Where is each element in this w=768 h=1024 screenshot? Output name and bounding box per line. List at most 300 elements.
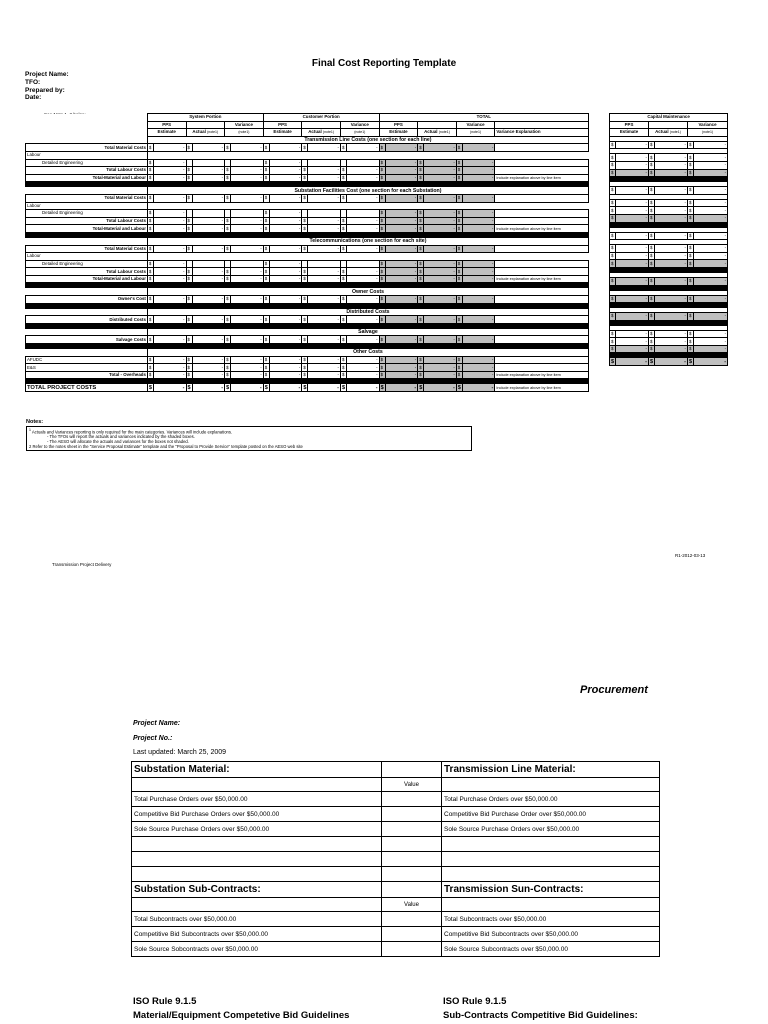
amount-cell[interactable]: - (269, 159, 302, 167)
header-row-3 (26, 129, 589, 137)
empty-cell[interactable] (347, 260, 380, 268)
amount-cell[interactable]: - (231, 371, 264, 379)
amount-cell[interactable]: - (192, 384, 225, 392)
amount-cell[interactable]: - (154, 275, 187, 283)
empty-cell[interactable] (192, 159, 225, 167)
dollar-sign: $ (649, 345, 655, 353)
dollar-sign: $ (186, 296, 192, 304)
amount-cell[interactable]: - (462, 260, 495, 268)
empty-cell[interactable] (308, 210, 341, 218)
amount-cell[interactable]: - (154, 364, 187, 372)
empty-cell (424, 151, 457, 159)
amount-cell[interactable]: - (462, 316, 495, 324)
dollar-sign: $ (649, 141, 655, 149)
row-label: Total Material Costs (26, 194, 148, 202)
empty-cell (424, 253, 457, 261)
empty-cell[interactable] (347, 159, 380, 167)
explanation-cell[interactable] (495, 194, 589, 202)
amount-cell[interactable]: - (616, 338, 649, 346)
amount-cell[interactable]: - (385, 364, 418, 372)
amount-cell[interactable]: - (424, 225, 457, 233)
note-2-text: Refer to the notes sheet in the "Service Proposal Estimate" template and the "Proposal to Provide Service" template posted on the AESO web site (32, 444, 303, 450)
amount-cell[interactable]: - (385, 167, 418, 175)
amount-cell[interactable]: - (308, 174, 341, 182)
amount-cell[interactable]: - (347, 225, 380, 233)
amount-cell[interactable]: - (694, 295, 728, 303)
amount-cell[interactable]: - (154, 210, 187, 218)
explanation-cell[interactable] (495, 144, 589, 152)
note-1-text: Actuals and Variances reporting is only required for the main categories. Variances will include explanations. (31, 429, 233, 435)
amount-cell[interactable]: - (385, 174, 418, 182)
amount-cell[interactable]: - (269, 316, 302, 324)
amount-cell[interactable]: - (694, 187, 728, 195)
amount-cell[interactable]: - (154, 296, 187, 304)
amount-cell[interactable]: - (154, 316, 187, 324)
amount-cell[interactable]: - (231, 336, 264, 344)
amount-cell[interactable]: - (462, 159, 495, 167)
amount-cell[interactable]: - (655, 141, 688, 149)
amount-cell[interactable]: - (154, 356, 187, 364)
value-cell[interactable] (382, 927, 442, 942)
dollar-sign: $ (147, 296, 153, 304)
amount-cell[interactable]: - (269, 210, 302, 218)
amount-cell[interactable]: - (154, 245, 187, 253)
amount-cell[interactable]: - (231, 384, 264, 392)
amount-cell[interactable]: - (385, 275, 418, 283)
amount-cell[interactable]: - (192, 371, 225, 379)
value-cell[interactable] (382, 807, 442, 822)
amount-cell[interactable]: - (231, 296, 264, 304)
amount-cell[interactable]: - (424, 210, 457, 218)
amount-cell[interactable]: - (385, 316, 418, 324)
dollar-sign: $ (147, 371, 153, 379)
amount-cell[interactable]: - (616, 187, 649, 195)
amount-cell[interactable]: - (385, 371, 418, 379)
empty-cell[interactable] (192, 210, 225, 218)
amount-cell[interactable]: - (655, 338, 688, 346)
amount-cell[interactable]: - (616, 199, 649, 207)
amount-cell[interactable]: - (462, 336, 495, 344)
amount-cell[interactable]: - (347, 217, 380, 225)
amount-cell[interactable]: - (385, 210, 418, 218)
dollar-sign: $ (186, 336, 192, 344)
proc-header-row (132, 762, 660, 778)
amount-cell[interactable]: - (462, 245, 495, 253)
amount-cell[interactable]: - (347, 336, 380, 344)
amount-cell[interactable]: - (231, 194, 264, 202)
amount-cell[interactable]: - (616, 345, 649, 353)
amount-cell[interactable]: - (192, 144, 225, 152)
value-cell[interactable] (382, 942, 442, 957)
amount-cell[interactable]: - (385, 336, 418, 344)
amount-cell[interactable]: - (424, 296, 457, 304)
amount-cell[interactable]: - (462, 371, 495, 379)
amount-cell[interactable]: - (347, 268, 380, 276)
row-label: Total Material Costs (26, 144, 148, 152)
amount-cell[interactable]: - (694, 260, 728, 268)
amount-cell[interactable]: - (269, 364, 302, 372)
amount-cell[interactable]: - (154, 194, 187, 202)
amount-cell[interactable]: - (655, 232, 688, 240)
table-row (132, 912, 660, 927)
amount-cell[interactable]: - (462, 194, 495, 202)
amount-cell[interactable]: - (308, 194, 341, 202)
amount-cell[interactable]: - (192, 316, 225, 324)
amount-cell[interactable]: - (616, 260, 649, 268)
explanation-cell[interactable] (495, 167, 589, 175)
explanation-cell[interactable]: Include explanation above by line item (495, 174, 589, 182)
amount-cell[interactable]: - (694, 214, 728, 222)
amount-cell[interactable]: - (154, 268, 187, 276)
amount-cell[interactable]: - (347, 371, 380, 379)
amount-cell[interactable]: - (424, 260, 457, 268)
amount-cell[interactable]: - (694, 141, 728, 149)
amount-cell[interactable]: - (616, 330, 649, 338)
amount-cell[interactable]: - (385, 159, 418, 167)
amount-cell[interactable]: - (694, 245, 728, 253)
amount-cell[interactable]: - (231, 167, 264, 175)
note1-label: (note1) (470, 130, 482, 135)
sub-total-po: Total Purchase Orders over $50,000.00 (132, 792, 382, 807)
explanation-cell[interactable] (495, 260, 589, 268)
amount-cell[interactable]: - (385, 225, 418, 233)
explanation-cell[interactable]: Include explanation above by line item (495, 275, 589, 283)
amount-cell[interactable]: - (655, 187, 688, 195)
amount-cell[interactable]: - (308, 225, 341, 233)
amount-cell[interactable]: - (154, 260, 187, 268)
amount-cell[interactable]: - (231, 225, 264, 233)
amount-cell[interactable]: - (308, 336, 341, 344)
amount-cell[interactable]: - (231, 316, 264, 324)
dollar-sign: $ (688, 277, 694, 285)
amount-cell[interactable]: - (347, 364, 380, 372)
amount-cell[interactable]: - (308, 356, 341, 364)
amount-cell[interactable]: - (462, 275, 495, 283)
amount-cell[interactable]: - (462, 364, 495, 372)
amount-cell[interactable]: - (154, 384, 187, 392)
amount-cell[interactable]: - (231, 174, 264, 182)
explanation-cell[interactable]: Include explanation above by line item (495, 384, 589, 392)
amount-cell[interactable]: - (616, 252, 649, 260)
amount-cell[interactable]: - (231, 217, 264, 225)
amount-cell[interactable]: - (694, 232, 728, 240)
amount-cell[interactable]: - (192, 167, 225, 175)
amount-cell[interactable]: - (616, 232, 649, 240)
amount-cell[interactable]: - (424, 356, 457, 364)
amount-cell[interactable]: - (424, 144, 457, 152)
procurement-title: Procurement (580, 684, 648, 696)
amount-cell[interactable]: - (192, 268, 225, 276)
amount-cell[interactable]: - (462, 210, 495, 218)
amount-cell[interactable]: - (269, 356, 302, 364)
amount-cell[interactable]: - (462, 225, 495, 233)
amount-cell[interactable]: - (424, 384, 457, 392)
amount-cell[interactable]: - (424, 194, 457, 202)
amount-cell[interactable]: - (424, 217, 457, 225)
amount-cell[interactable]: - (694, 330, 728, 338)
cap-detailed-engineering-row (610, 154, 728, 162)
amount-cell[interactable]: - (269, 260, 302, 268)
value-cell[interactable] (382, 837, 442, 852)
amount-cell[interactable]: - (385, 194, 418, 202)
dollar-sign: $ (340, 225, 346, 233)
amount-cell[interactable]: - (347, 296, 380, 304)
amount-cell[interactable]: - (655, 245, 688, 253)
amount-cell[interactable]: - (462, 268, 495, 276)
amount-cell[interactable]: - (655, 345, 688, 353)
explanation-cell[interactable] (495, 268, 589, 276)
amount-cell[interactable]: - (424, 245, 457, 253)
dollar-sign: $ (649, 338, 655, 346)
amount-cell[interactable]: - (192, 225, 225, 233)
amount-cell[interactable]: - (308, 268, 341, 276)
amount-cell[interactable]: - (616, 161, 649, 169)
amount-cell[interactable]: - (616, 169, 649, 177)
amount-cell[interactable]: - (231, 268, 264, 276)
empty-cell[interactable] (231, 210, 264, 218)
cost-table (25, 113, 589, 392)
amount-cell[interactable]: - (347, 384, 380, 392)
amount-cell[interactable]: - (192, 174, 225, 182)
amount-cell[interactable]: - (308, 167, 341, 175)
amount-cell[interactable]: - (694, 345, 728, 353)
amount-cell[interactable]: - (269, 174, 302, 182)
amount-cell[interactable]: - (424, 316, 457, 324)
amount-cell[interactable]: - (269, 296, 302, 304)
amount-cell[interactable]: - (616, 358, 649, 366)
explanation-cell[interactable] (495, 356, 589, 364)
amount-cell[interactable]: - (308, 384, 341, 392)
amount-cell[interactable]: - (154, 167, 187, 175)
row-label: Total - Overheads (26, 371, 148, 379)
empty-cell (26, 349, 148, 357)
amount-cell[interactable]: - (231, 144, 264, 152)
row-label: Total-Material and Labour (26, 174, 148, 182)
amount-cell[interactable]: - (424, 159, 457, 167)
amount-cell[interactable]: - (269, 245, 302, 253)
amount-cell[interactable]: - (347, 245, 380, 253)
dollar-sign: $ (263, 225, 269, 233)
amount-cell[interactable]: - (154, 174, 187, 182)
amount-cell[interactable]: - (385, 217, 418, 225)
amount-cell[interactable]: - (694, 338, 728, 346)
dollar-sign: $ (418, 268, 424, 276)
amount-cell[interactable]: - (385, 384, 418, 392)
value-cell[interactable] (382, 867, 442, 882)
amount-cell[interactable]: - (462, 144, 495, 152)
explanation-cell[interactable] (495, 245, 589, 253)
amount-cell[interactable]: - (694, 199, 728, 207)
amount-cell[interactable]: - (385, 144, 418, 152)
amount-cell[interactable]: - (655, 199, 688, 207)
explanation-cell[interactable] (495, 296, 589, 304)
cap-distributed-costs-row (610, 295, 728, 303)
amount-cell[interactable]: - (424, 336, 457, 344)
empty-cell[interactable] (308, 260, 341, 268)
amount-cell[interactable]: - (385, 356, 418, 364)
explanation-cell[interactable] (495, 159, 589, 167)
amount-cell[interactable]: - (616, 295, 649, 303)
amount-cell[interactable]: - (616, 277, 649, 285)
explanation-cell[interactable] (495, 336, 589, 344)
amount-cell[interactable]: - (655, 214, 688, 222)
amount-cell[interactable]: - (347, 275, 380, 283)
amount-cell[interactable]: - (462, 296, 495, 304)
amount-cell[interactable]: - (424, 275, 457, 283)
amount-cell[interactable]: - (308, 144, 341, 152)
empty-cell[interactable] (231, 260, 264, 268)
amount-cell[interactable]: - (154, 225, 187, 233)
amount-cell[interactable]: - (231, 364, 264, 372)
amount-cell[interactable]: - (269, 167, 302, 175)
amount-cell[interactable]: - (655, 260, 688, 268)
amount-cell[interactable]: - (385, 245, 418, 253)
system-portion-header: System Portion (147, 114, 263, 122)
explanation-cell[interactable] (495, 316, 589, 324)
amount-cell[interactable]: - (231, 245, 264, 253)
amount-cell[interactable]: - (154, 336, 187, 344)
actual-header (418, 129, 457, 137)
empty-cell (495, 253, 589, 261)
amount-cell[interactable]: - (192, 194, 225, 202)
amount-cell[interactable]: - (308, 364, 341, 372)
amount-cell[interactable]: - (616, 207, 649, 215)
amount-cell[interactable]: - (424, 371, 457, 379)
dollar-sign: $ (379, 159, 385, 167)
amount-cell[interactable]: - (269, 384, 302, 392)
amount-cell[interactable]: - (694, 252, 728, 260)
amount-cell[interactable]: - (385, 296, 418, 304)
amount-cell[interactable]: - (347, 316, 380, 324)
amount-cell[interactable]: - (616, 214, 649, 222)
amount-cell[interactable]: - (269, 336, 302, 344)
amount-cell[interactable]: - (308, 275, 341, 283)
iso-rule-left (133, 995, 349, 1023)
amount-cell[interactable]: - (655, 169, 688, 177)
amount-cell[interactable]: - (192, 356, 225, 364)
amount-cell[interactable]: - (192, 217, 225, 225)
amount-cell[interactable]: - (424, 364, 457, 372)
amount-cell[interactable]: - (347, 356, 380, 364)
amount-cell[interactable]: - (154, 144, 187, 152)
amount-cell[interactable]: - (269, 268, 302, 276)
amount-cell[interactable]: - (269, 217, 302, 225)
amount-cell[interactable]: - (655, 295, 688, 303)
amount-cell[interactable]: - (269, 371, 302, 379)
tl-total-po: Total Purchase Orders over $50,000.00 (442, 792, 660, 807)
dollar-sign: $ (263, 159, 269, 167)
amount-cell[interactable]: - (424, 174, 457, 182)
amount-cell[interactable]: - (269, 194, 302, 202)
amount-cell[interactable]: - (655, 252, 688, 260)
amount-cell[interactable]: - (694, 169, 728, 177)
amount-cell[interactable]: - (694, 313, 728, 321)
amount-cell[interactable]: - (616, 245, 649, 253)
empty-cell[interactable] (192, 260, 225, 268)
explanation-cell[interactable]: Include explanation above by line item (495, 225, 589, 233)
value-cell[interactable] (382, 912, 442, 927)
amount-cell[interactable]: - (347, 144, 380, 152)
amount-cell[interactable]: - (616, 154, 649, 162)
amount-cell[interactable]: - (385, 260, 418, 268)
dollar-sign: $ (611, 358, 615, 365)
value-cell[interactable] (382, 852, 442, 867)
amount-cell[interactable]: - (694, 358, 728, 366)
amount-cell[interactable]: - (269, 225, 302, 233)
amount-cell[interactable]: - (694, 161, 728, 169)
note-num-2: 2 (29, 444, 32, 450)
notes-heading: Notes: (26, 419, 44, 425)
empty-cell[interactable] (308, 159, 341, 167)
amount-cell[interactable]: - (655, 358, 688, 366)
amount-cell[interactable]: - (192, 364, 225, 372)
explanation-cell[interactable] (495, 217, 589, 225)
amount-cell[interactable]: - (655, 330, 688, 338)
amount-cell[interactable]: - (424, 268, 457, 276)
amount-cell[interactable]: - (616, 313, 649, 321)
amount-cell[interactable]: - (462, 174, 495, 182)
amount-cell[interactable]: - (694, 154, 728, 162)
amount-cell[interactable]: - (462, 217, 495, 225)
amount-cell[interactable]: - (231, 356, 264, 364)
empty-cell[interactable] (231, 159, 264, 167)
amount-cell[interactable]: - (694, 207, 728, 215)
amount-cell[interactable]: - (154, 159, 187, 167)
value-cell[interactable] (382, 822, 442, 837)
amount-cell[interactable]: - (154, 217, 187, 225)
amount-cell[interactable]: - (231, 275, 264, 283)
amount-cell[interactable]: - (462, 167, 495, 175)
amount-cell[interactable]: - (192, 245, 225, 253)
amount-cell[interactable]: - (694, 277, 728, 285)
amount-cell[interactable]: - (462, 384, 495, 392)
empty-cell[interactable] (347, 210, 380, 218)
amount-cell[interactable]: - (616, 141, 649, 149)
amount-cell[interactable]: - (308, 217, 341, 225)
amount-cell[interactable]: - (269, 275, 302, 283)
amount-cell[interactable]: - (347, 174, 380, 182)
amount-cell[interactable]: - (192, 296, 225, 304)
amount-cell[interactable]: - (154, 371, 187, 379)
amount-cell[interactable]: - (308, 245, 341, 253)
amount-cell[interactable]: - (655, 161, 688, 169)
note-1b: - The AESO will allocate the actuals and variances for the boxes not shaded. (47, 439, 189, 445)
explanation-cell[interactable] (495, 210, 589, 218)
amount-cell[interactable]: - (655, 207, 688, 215)
amount-cell[interactable]: - (385, 268, 418, 276)
amount-cell[interactable]: - (192, 275, 225, 283)
dollar-sign: $ (225, 336, 231, 344)
amount-cell[interactable]: - (462, 356, 495, 364)
amount-cell[interactable]: - (308, 316, 341, 324)
amount-cell[interactable]: - (655, 154, 688, 162)
amount-cell[interactable]: - (192, 336, 225, 344)
pps-header: PPS (147, 121, 186, 129)
explanation-cell[interactable]: Include explanation above by line item (495, 371, 589, 379)
amount-cell[interactable]: - (347, 167, 380, 175)
amount-cell[interactable]: - (269, 144, 302, 152)
amount-cell[interactable]: - (308, 296, 341, 304)
dollar-sign: $ (263, 144, 269, 152)
amount-cell[interactable]: - (424, 167, 457, 175)
dollar-sign: $ (379, 174, 385, 182)
explanation-cell[interactable] (495, 364, 589, 372)
amount-cell[interactable]: - (308, 371, 341, 379)
value-cell[interactable] (382, 792, 442, 807)
amount-cell[interactable]: - (655, 313, 688, 321)
amount-cell[interactable]: - (655, 277, 688, 285)
amount-cell[interactable]: - (347, 194, 380, 202)
